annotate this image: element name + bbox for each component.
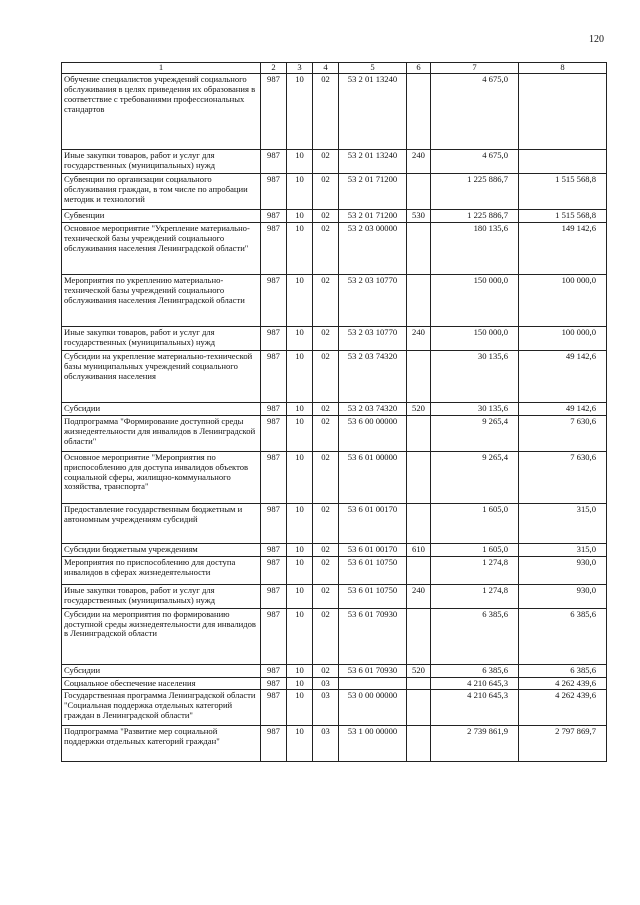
row-sum-2024-cell: 4 210 645,3 [431, 677, 519, 690]
row-rz-cell: 10 [287, 556, 313, 584]
row-sum-2024-cell: 180 135,6 [431, 222, 519, 274]
row-pr-cell: 02 [313, 150, 339, 174]
row-rz-cell: 10 [287, 222, 313, 274]
row-rz-cell: 10 [287, 326, 313, 350]
row-ved-cell: 987 [261, 174, 287, 210]
row-pr-cell: 02 [313, 402, 339, 415]
row-sum-2025-cell: 930,0 [519, 584, 607, 608]
row-sum-2024-cell: 1 225 886,7 [431, 174, 519, 210]
table-row [62, 584, 607, 608]
header-cell: 6 [407, 63, 431, 74]
row-rz-cell: 10 [287, 677, 313, 690]
header-cell: 7 [431, 63, 519, 74]
row-name-cell: Субвенции [62, 210, 261, 223]
row-csr-cell: 53 2 01 71200 [339, 210, 407, 223]
row-pr-cell: 02 [313, 451, 339, 503]
row-sum-2025-cell: 2 797 869,7 [519, 726, 607, 762]
row-pr-cell: 02 [313, 584, 339, 608]
row-pr-cell: 02 [313, 556, 339, 584]
row-name-cell: Иные закупки товаров, работ и услуг для государственных (муниципальных) нужд [62, 150, 261, 174]
row-sum-2025-cell: 4 262 439,6 [519, 677, 607, 690]
row-ved-cell: 987 [261, 150, 287, 174]
row-sum-2025-cell: 1 515 568,8 [519, 174, 607, 210]
row-sum-2025-cell: 930,0 [519, 556, 607, 584]
row-sum-2024-cell: 150 000,0 [431, 274, 519, 326]
table-row [62, 677, 607, 690]
row-name-cell: Основное мероприятие "Укрепление материально- технической базы учреждений социального обслуживания населения Ленинградской области" [62, 222, 261, 274]
row-name-cell: Субсидии бюджетным учреждениям [62, 543, 261, 556]
row-pr-cell: 02 [313, 174, 339, 210]
row-vr-cell [407, 677, 431, 690]
row-vr-cell [407, 608, 431, 664]
row-pr-cell: 02 [313, 350, 339, 402]
row-ved-cell: 987 [261, 556, 287, 584]
row-name-cell: Субсидии [62, 664, 261, 677]
row-sum-2025-cell: 49 142,6 [519, 402, 607, 415]
row-ved-cell: 987 [261, 210, 287, 223]
table-row [62, 726, 607, 762]
row-csr-cell: 53 2 03 00000 [339, 222, 407, 274]
row-name-cell: Мероприятия по приспособлению для доступа инвалидов в сферах жизнедеятельности [62, 556, 261, 584]
header-cell: 2 [261, 63, 287, 74]
table-row [62, 690, 607, 726]
row-csr-cell: 53 6 01 00170 [339, 543, 407, 556]
row-pr-cell: 02 [313, 274, 339, 326]
row-csr-cell: 53 6 01 10750 [339, 556, 407, 584]
row-sum-2024-cell: 6 385,6 [431, 608, 519, 664]
row-pr-cell: 02 [313, 74, 339, 150]
table-row [62, 222, 607, 274]
row-ved-cell: 987 [261, 677, 287, 690]
row-sum-2025-cell: 4 262 439,6 [519, 690, 607, 726]
header-row [62, 63, 607, 74]
row-csr-cell: 53 6 01 00000 [339, 451, 407, 503]
row-vr-cell [407, 222, 431, 274]
row-pr-cell: 02 [313, 415, 339, 451]
table-row [62, 274, 607, 326]
row-rz-cell: 10 [287, 608, 313, 664]
row-ved-cell: 987 [261, 690, 287, 726]
row-csr-cell: 53 6 01 00170 [339, 503, 407, 543]
row-ved-cell: 987 [261, 664, 287, 677]
row-csr-cell: 53 2 03 74320 [339, 350, 407, 402]
row-name-cell: Предоставление государственным бюджетным и автономным учреждениям субсидий [62, 503, 261, 543]
row-name-cell: Социальное обеспечение населения [62, 677, 261, 690]
row-sum-2025-cell [519, 150, 607, 174]
row-vr-cell [407, 690, 431, 726]
row-rz-cell: 10 [287, 584, 313, 608]
row-pr-cell: 02 [313, 326, 339, 350]
row-rz-cell: 10 [287, 664, 313, 677]
row-vr-cell [407, 451, 431, 503]
row-ved-cell: 987 [261, 543, 287, 556]
row-sum-2024-cell: 4 675,0 [431, 74, 519, 150]
row-csr-cell: 53 6 01 70930 [339, 608, 407, 664]
row-ved-cell: 987 [261, 584, 287, 608]
table-row [62, 350, 607, 402]
row-rz-cell: 10 [287, 350, 313, 402]
row-vr-cell [407, 503, 431, 543]
row-csr-cell: 53 2 03 10770 [339, 274, 407, 326]
row-sum-2025-cell: 6 385,6 [519, 664, 607, 677]
row-sum-2024-cell: 4 675,0 [431, 150, 519, 174]
row-rz-cell: 10 [287, 543, 313, 556]
table-row [62, 150, 607, 174]
table-body [62, 74, 607, 762]
table-row [62, 174, 607, 210]
table-row [62, 556, 607, 584]
row-csr-cell: 53 2 01 71200 [339, 174, 407, 210]
row-pr-cell: 02 [313, 608, 339, 664]
row-sum-2024-cell: 4 210 645,3 [431, 690, 519, 726]
row-vr-cell: 240 [407, 584, 431, 608]
row-rz-cell: 10 [287, 503, 313, 543]
table-row [62, 664, 607, 677]
row-rz-cell: 10 [287, 415, 313, 451]
row-vr-cell [407, 174, 431, 210]
header-cell: 1 [62, 63, 261, 74]
row-name-cell: Субсидии [62, 402, 261, 415]
row-vr-cell: 520 [407, 664, 431, 677]
header-cell: 5 [339, 63, 407, 74]
row-vr-cell [407, 726, 431, 762]
row-csr-cell: 53 1 00 00000 [339, 726, 407, 762]
row-csr-cell: 53 6 01 70930 [339, 664, 407, 677]
row-pr-cell: 02 [313, 222, 339, 274]
header-cell: 3 [287, 63, 313, 74]
row-ved-cell: 987 [261, 503, 287, 543]
row-rz-cell: 10 [287, 150, 313, 174]
row-sum-2024-cell: 1 274,8 [431, 584, 519, 608]
row-sum-2024-cell: 6 385,6 [431, 664, 519, 677]
row-vr-cell [407, 350, 431, 402]
row-sum-2025-cell: 49 142,6 [519, 350, 607, 402]
row-pr-cell: 03 [313, 690, 339, 726]
table-row [62, 415, 607, 451]
row-rz-cell: 10 [287, 690, 313, 726]
row-csr-cell: 53 2 01 13240 [339, 150, 407, 174]
row-sum-2024-cell: 1 274,8 [431, 556, 519, 584]
row-vr-cell [407, 556, 431, 584]
row-rz-cell: 10 [287, 274, 313, 326]
row-sum-2024-cell: 1 605,0 [431, 503, 519, 543]
row-csr-cell: 53 6 01 10750 [339, 584, 407, 608]
row-ved-cell: 987 [261, 608, 287, 664]
row-pr-cell: 02 [313, 503, 339, 543]
row-sum-2025-cell: 149 142,6 [519, 222, 607, 274]
row-ved-cell: 987 [261, 350, 287, 402]
row-rz-cell: 10 [287, 402, 313, 415]
row-pr-cell: 02 [313, 664, 339, 677]
row-vr-cell [407, 415, 431, 451]
row-vr-cell: 240 [407, 326, 431, 350]
row-sum-2025-cell: 1 515 568,8 [519, 210, 607, 223]
budget-table [61, 62, 607, 762]
row-sum-2024-cell: 9 265,4 [431, 415, 519, 451]
row-sum-2024-cell: 1 605,0 [431, 543, 519, 556]
row-csr-cell: 53 0 00 00000 [339, 690, 407, 726]
row-pr-cell: 03 [313, 726, 339, 762]
row-pr-cell: 03 [313, 677, 339, 690]
row-sum-2024-cell: 150 000,0 [431, 326, 519, 350]
row-csr-cell: 53 6 00 00000 [339, 415, 407, 451]
row-sum-2025-cell: 7 630,6 [519, 451, 607, 503]
row-vr-cell: 610 [407, 543, 431, 556]
row-name-cell: Государственная программа Ленинградской области "Социальная поддержка отдельных категорий граждан в Ленинградской области" [62, 690, 261, 726]
row-rz-cell: 10 [287, 74, 313, 150]
row-csr-cell: 53 2 01 13240 [339, 74, 407, 150]
row-vr-cell [407, 74, 431, 150]
row-vr-cell: 240 [407, 150, 431, 174]
row-sum-2025-cell: 7 630,6 [519, 415, 607, 451]
row-pr-cell: 02 [313, 543, 339, 556]
row-sum-2025-cell: 6 385,6 [519, 608, 607, 664]
row-vr-cell: 520 [407, 402, 431, 415]
row-rz-cell: 10 [287, 174, 313, 210]
row-ved-cell: 987 [261, 726, 287, 762]
row-name-cell: Иные закупки товаров, работ и услуг для государственных (муниципальных) нужд [62, 584, 261, 608]
row-name-cell: Основное мероприятие "Мероприятия по приспособлению для доступа инвалидов объектов социальной сферы, жилищно-коммунального хозяйства, транспорта" [62, 451, 261, 503]
row-ved-cell: 987 [261, 451, 287, 503]
row-csr-cell: 53 2 03 10770 [339, 326, 407, 350]
row-sum-2024-cell: 30 135,6 [431, 402, 519, 415]
row-rz-cell: 10 [287, 726, 313, 762]
table-row [62, 326, 607, 350]
row-name-cell: Иные закупки товаров, работ и услуг для государственных (муниципальных) нужд [62, 326, 261, 350]
row-sum-2025-cell [519, 74, 607, 150]
row-vr-cell [407, 274, 431, 326]
row-sum-2025-cell: 100 000,0 [519, 274, 607, 326]
table-row [62, 503, 607, 543]
table-row [62, 543, 607, 556]
header-cell: 4 [313, 63, 339, 74]
table-row [62, 608, 607, 664]
table-row [62, 210, 607, 223]
row-ved-cell: 987 [261, 74, 287, 150]
row-ved-cell: 987 [261, 415, 287, 451]
table-header [62, 63, 607, 74]
table-row [62, 402, 607, 415]
row-name-cell: Субсидии на укрепление материально-технической базы муниципальных учреждений социального обслуживания населения [62, 350, 261, 402]
row-sum-2024-cell: 1 225 886,7 [431, 210, 519, 223]
header-cell: 8 [519, 63, 607, 74]
row-name-cell: Подпрограмма "Формирование доступной среды жизнедеятельности для инвалидов в Ленинградской области" [62, 415, 261, 451]
row-pr-cell: 02 [313, 210, 339, 223]
row-sum-2025-cell: 100 000,0 [519, 326, 607, 350]
row-sum-2024-cell: 9 265,4 [431, 451, 519, 503]
row-csr-cell [339, 677, 407, 690]
row-rz-cell: 10 [287, 210, 313, 223]
table-row [62, 451, 607, 503]
row-sum-2024-cell: 2 739 861,9 [431, 726, 519, 762]
row-rz-cell: 10 [287, 451, 313, 503]
row-csr-cell: 53 2 03 74320 [339, 402, 407, 415]
row-ved-cell: 987 [261, 402, 287, 415]
row-name-cell: Субвенции по организации социального обслуживания граждан, в том числе по апробации методик и технологий [62, 174, 261, 210]
row-vr-cell: 530 [407, 210, 431, 223]
row-sum-2024-cell: 30 135,6 [431, 350, 519, 402]
row-sum-2025-cell: 315,0 [519, 503, 607, 543]
row-name-cell: Субсидии на мероприятия по формированию доступной среды жизнедеятельности для инвалидов в Ленинградской области [62, 608, 261, 664]
row-ved-cell: 987 [261, 222, 287, 274]
row-sum-2025-cell: 315,0 [519, 543, 607, 556]
row-name-cell: Подпрограмма "Развитие мер социальной поддержки отдельных категорий граждан" [62, 726, 261, 762]
page-number: 120 [589, 34, 604, 45]
row-name-cell: Обучение специалистов учреждений социального обслуживания в целях приведения их образования в соответствие с требованиями профессиональных стандартов [62, 74, 261, 150]
row-ved-cell: 987 [261, 326, 287, 350]
row-name-cell: Мероприятия по укреплению материально-технической базы учреждений социального обслуживания населения Ленинградской области [62, 274, 261, 326]
table-row [62, 74, 607, 150]
row-ved-cell: 987 [261, 274, 287, 326]
